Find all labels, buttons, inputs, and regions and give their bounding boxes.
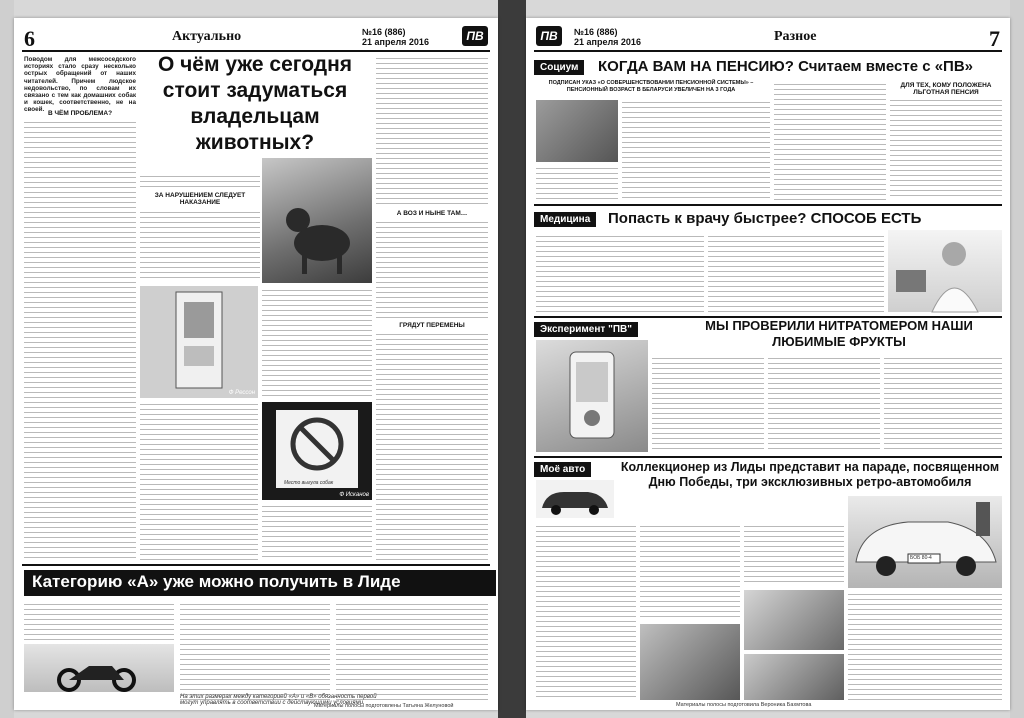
left-page [14, 18, 498, 710]
article-column-2e [262, 504, 372, 560]
main-headline: О чём уже сегодня стоит задуматься владельцам животных? [157, 53, 353, 154]
sign-text: Место выгула собак [284, 480, 334, 486]
divider [534, 456, 1002, 458]
medicine-column-2 [708, 234, 884, 312]
car-column-4 [848, 592, 1002, 700]
doctor-photo [888, 230, 1002, 312]
subhead-cart: А ВОЗ И НЫНЕ ТАМ… [396, 210, 468, 217]
bottom-article-col3 [336, 602, 488, 702]
retro-car-large-photo [848, 496, 1002, 588]
article-column-3b [376, 220, 488, 318]
terminal-photo [140, 286, 258, 398]
dog-silhouette-icon [262, 158, 372, 283]
car-engine-photo [640, 624, 740, 700]
car-column-2 [640, 524, 740, 620]
nitrate-column-1 [652, 356, 764, 452]
issue-info: №16 (886) 21 апреля 2016 [362, 27, 429, 47]
photo-credit: Ф Рессон [228, 390, 255, 396]
pension-column-1 [622, 100, 770, 200]
dog-photo [262, 158, 372, 283]
left-page-header [22, 26, 490, 52]
dog-sign-photo [262, 402, 372, 500]
nitrate-headline: МЫ ПРОВЕРИЛИ НИТРАТОМЕРОМ НАШИ ЛЮБИМЫЕ ФРУКТЫ [705, 318, 973, 349]
nitrate-column-3 [884, 356, 1002, 452]
article-column-3a [376, 56, 488, 206]
car-column-1 [536, 524, 636, 700]
bottom-article-intro [24, 602, 174, 640]
right-page [526, 18, 1010, 710]
article-intro: Поводом для межсоседского историях стало сразу несколько острых обращений от наших читателей. Причем людское недовольство, по словам их связано с тем как домашних собак и кошек, соответственно, не на своей. [24, 56, 136, 114]
page-number: 6 [24, 26, 35, 51]
retro-car-small-photo [536, 480, 614, 518]
logo-icon: ПВ [536, 26, 562, 46]
article-column-2b [140, 210, 260, 280]
nitrate-column-2 [768, 356, 880, 452]
rubric-society: Социум [534, 60, 584, 75]
photo-credit-2: Ф Исканов [339, 492, 369, 498]
car-column-3 [744, 524, 844, 586]
page-number: 7 [989, 26, 1000, 51]
car-detail-photo-1 [744, 590, 844, 650]
footer-credit: Материалы полосы подготовила Вероника Бахмтова [676, 702, 812, 708]
page-spread-gutter [498, 0, 526, 718]
pension-photo [536, 100, 618, 162]
car-detail-photo-2 [744, 654, 844, 700]
issue-info: №16 (886) 21 апреля 2016 [574, 27, 641, 47]
license-plate: БОБ 80-4 [910, 555, 932, 561]
article-column-2c [262, 288, 372, 398]
parking-terminal-icon [140, 286, 258, 398]
divider [534, 204, 1002, 206]
rubric-experiment: Эксперимент "ПВ" [534, 322, 638, 337]
footer-credit: Материалы полосы подготовлены Татьяна Желуновой [314, 703, 454, 709]
pension-headline: КОГДА ВАМ НА ПЕНСИЮ? Считаем вместе с «ПВ» [598, 58, 974, 75]
retro-car-headline: Коллекционер из Лиды представит на параде, посвященном Дню Победы, три эксклюзивных ретро-автомобиля [620, 460, 1000, 489]
nitrate-meter-photo [536, 340, 648, 452]
pobeda-car-icon [848, 496, 1002, 588]
right-page-header [534, 26, 1002, 52]
motorcycle-photo [24, 644, 174, 692]
medicine-column-1 [536, 234, 704, 312]
subhead-penalty: ЗА НАРУШЕНИЕМ СЛЕДУЕТ НАКАЗАНИЕ [154, 192, 246, 206]
pension-column-0 [536, 166, 618, 200]
article-column-2d [140, 402, 258, 560]
article-column-2a [140, 174, 260, 188]
nitrate-meter-icon [536, 340, 648, 452]
subhead-changes: ГРЯДУТ ПЕРЕМЕНЫ [399, 322, 465, 329]
pension-sidebar-title: ДЛЯ ТЕХ, КОМУ ПОЛОЖЕНА ЛЬГОТНАЯ ПЕНСИЯ [900, 82, 992, 96]
rubric-my-car: Моё авто [534, 462, 591, 477]
motorcycle-caption: На этих размерах между категорией «А» и «В» обязанность первой могут управлять в соответствии с действующими условиями. [180, 694, 377, 706]
medicine-headline: Попасть к врачу быстрее? СПОСОБ ЕСТЬ [608, 210, 922, 227]
subhead-problem: В ЧЁМ ПРОБЛЕМА? [47, 110, 113, 117]
pension-column-2 [774, 82, 886, 200]
bottom-article-col2 [180, 602, 330, 702]
divider [22, 564, 490, 566]
article-column-1 [24, 120, 136, 560]
retro-car-icon [536, 480, 614, 518]
motorcycle-icon [24, 644, 174, 692]
doctor-icon [888, 230, 1002, 312]
article-column-3c [376, 332, 488, 560]
pension-subhead: ПОДПИСАН УКАЗ «О СОВЕРШЕНСТВОВАНИИ ПЕНСИОННОЙ СИСТЕМЫ» – ПЕНСИОННЫЙ ВОЗРАСТ В БЕЛАРУСИ УВЕЛИЧЕН НА 3 ГОДА [548, 80, 754, 93]
pension-sidebar [890, 98, 1002, 200]
section-title: Разное [774, 29, 817, 44]
bottom-headline: Категорию «А» уже можно получить в Лиде [24, 570, 496, 596]
rubric-medicine: Медицина [534, 212, 596, 227]
logo-icon: ПВ [462, 26, 488, 46]
section-title: Актуально [172, 29, 242, 44]
